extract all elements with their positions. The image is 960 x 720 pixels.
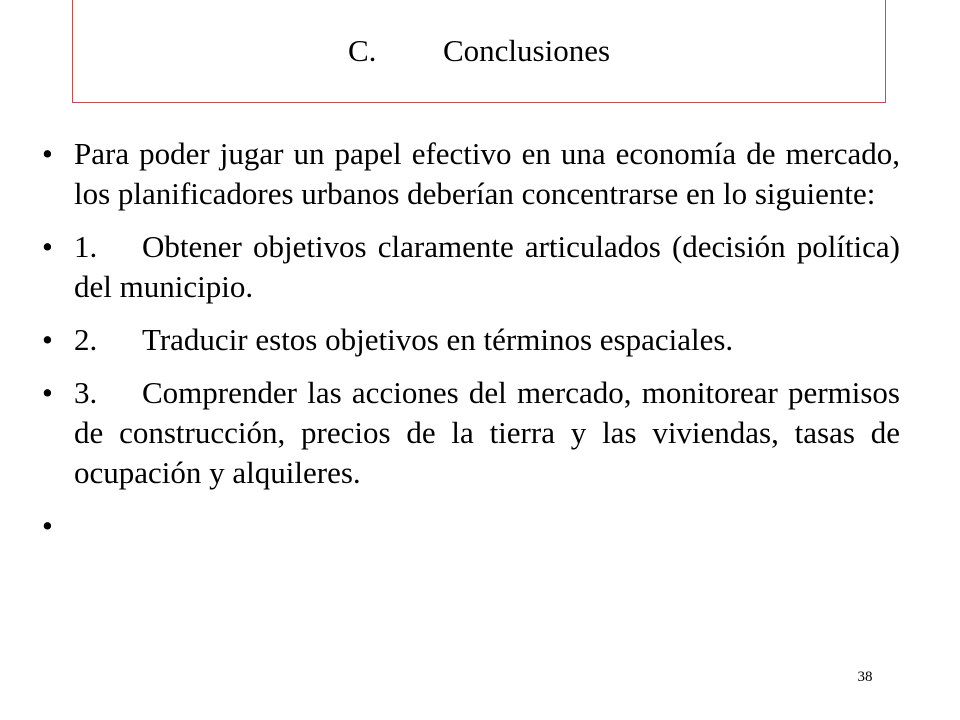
title-box bbox=[72, 0, 886, 103]
bullet-item-3 bbox=[42, 373, 900, 493]
page-number: 38 bbox=[857, 669, 873, 685]
bullet-text: Para poder jugar un papel efectivo en una economía de mercado, los planificadores urbanos deberían concentrarse en lo siguiente: bbox=[74, 136, 900, 211]
bullet-item-1 bbox=[42, 227, 900, 307]
bullet-item-empty bbox=[42, 506, 900, 546]
bullet-list bbox=[42, 134, 900, 559]
bullet-dot: • bbox=[42, 508, 53, 543]
bullet-item-2 bbox=[42, 320, 900, 360]
bullet-dot: • bbox=[42, 375, 53, 410]
bullet-dot: • bbox=[42, 229, 53, 264]
title-number: C. bbox=[347, 33, 377, 68]
bullet-text: Comprender las acciones del mercado, monitorear permisos de construcción, precios de la tierra y las viviendas, tasas de ocupación y alquileres. bbox=[74, 375, 900, 490]
bullet-text: Obtener objetivos claramente articulados (decisión política) del municipio. bbox=[74, 229, 900, 304]
title-text: Conclusiones bbox=[442, 33, 611, 68]
bullet-prefix: 3. bbox=[74, 375, 98, 410]
bullet-item-intro bbox=[42, 134, 900, 214]
bullet-prefix: 2. bbox=[74, 322, 98, 357]
bullet-prefix: 1. bbox=[74, 229, 98, 264]
bullet-dot: • bbox=[42, 136, 53, 171]
slide-title bbox=[73, 31, 885, 71]
bullet-text: Traducir estos objetivos en términos espaciales. bbox=[142, 322, 734, 357]
bullet-dot: • bbox=[42, 322, 53, 357]
